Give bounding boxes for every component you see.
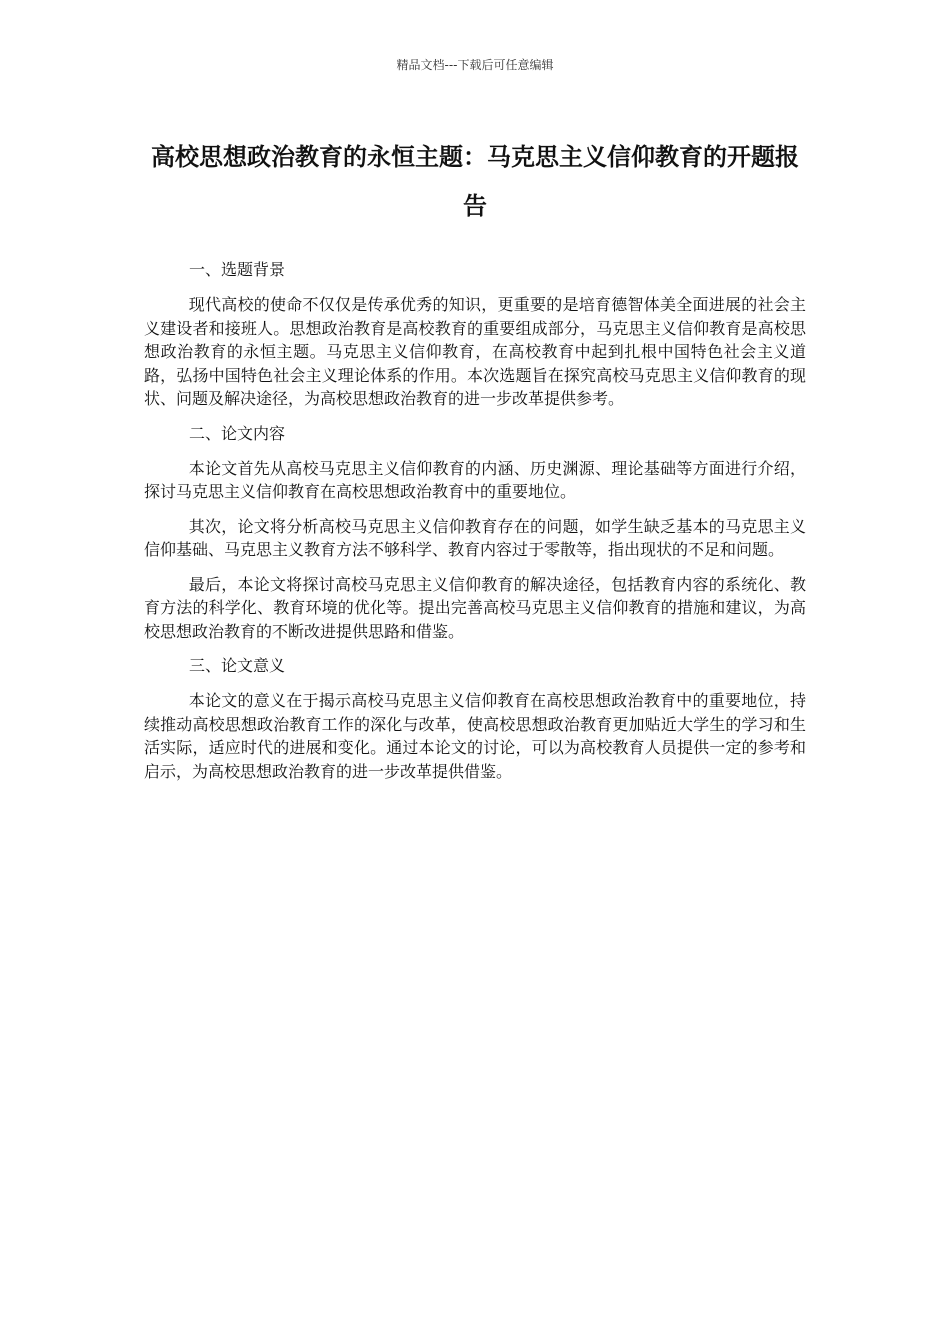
paragraph: 其次，论文将分析高校马克思主义信仰教育存在的问题，如学生缺乏基本的马克思主义信仰基础、马克思主义教育方法不够科学、教育内容过于零散等，指出现状的不足和问题。 — [144, 516, 806, 559]
document-title: 高校思想政治教育的永恒主题：马克思主义信仰教育的开题报告 — [151, 143, 799, 220]
section-heading: 三、论文意义 — [189, 656, 286, 675]
header-note: 精品文档---下载后可任意编辑 — [396, 58, 554, 72]
paragraph: 本论文的意义在于揭示高校马克思主义信仰教育在高校思想政治教育中的重要地位，持续推动高校思想政治教育工作的深化与改革，使高校思想政治教育更加贴近大学生的学习和生活实际，适应时代的进展和变化。通过本论文的讨论，可以为高校教育人员提供一定的参考和启示，为高校思想政治教育的进一步改革提供借鉴。 — [144, 691, 806, 781]
section-significance — [144, 654, 806, 783]
paragraph: 本论文首先从高校马克思主义信仰教育的内涵、历史渊源、理论基础等方面进行介绍，探讨马克思主义信仰教育在高校思想政治教育中的重要地位。 — [144, 458, 806, 501]
section-heading: 二、论文内容 — [189, 423, 286, 443]
section-heading: 一、选题背景 — [189, 260, 286, 279]
paragraph: 最后，本论文将探讨高校马克思主义信仰教育的解决途径，包括教育内容的系统化、教育方法的科学化、教育环境的优化等。提出完善高校马克思主义信仰教育的措施和建议，为高校思想政治教育的不断改进提供思路和借鉴。 — [144, 574, 806, 641]
document-body — [144, 258, 806, 794]
section-background — [144, 258, 806, 411]
section-content — [144, 422, 806, 644]
paragraph: 现代高校的使命不仅仅是传承优秀的知识，更重要的是培育德智体美全面进展的社会主义建设者和接班人。思想政治教育是高校教育的重要组成部分，马克思主义信仰教育是高校思想政治教育的永恒主题。马克思主义信仰教育，在高校教育中起到扎根中国特色社会主义道路，弘扬中国特色社会主义理论体系的作用。本次选题旨在探究高校马克思主义信仰教育的现状、问题及解决途径，为高校思想政治教育的进一步改革提供参考。 — [144, 295, 806, 408]
